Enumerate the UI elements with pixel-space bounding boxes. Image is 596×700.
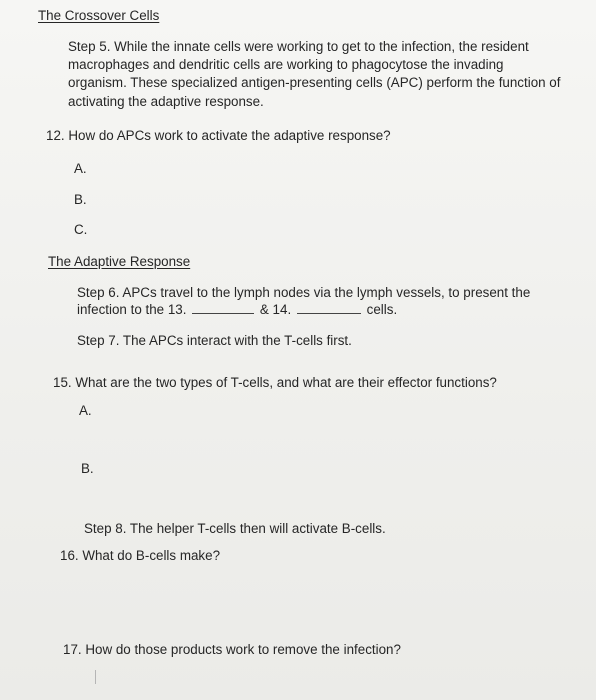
blank-14[interactable]: [297, 301, 361, 314]
step5-line2: macrophages and dendritic cells are working to phagocytose the invading: [68, 57, 504, 72]
question-16: 16. What do B-cells make?: [60, 548, 221, 563]
crossover-cells-heading: The Crossover Cells: [38, 8, 160, 23]
step6-text-b: & 14.: [259, 302, 292, 317]
text-cursor: [95, 670, 96, 684]
step6-line1: Step 6. APCs travel to the lymph nodes via the lymph vessels, to present the: [77, 285, 531, 300]
q15-option-b: B.: [81, 461, 94, 476]
question-17: 17. How do those products work to remove the infection?: [63, 642, 401, 657]
question-12: 12. How do APCs work to activate the adaptive response?: [46, 128, 391, 143]
step7-text: Step 7. The APCs interact with the T-cells first.: [77, 333, 352, 348]
step8-text: Step 8. The helper T-cells then will activate B-cells.: [84, 521, 386, 536]
step6-line2: [77, 301, 397, 318]
step6-text-a: infection to the 13.: [77, 302, 187, 317]
q15-option-a: A.: [79, 403, 92, 418]
blank-13[interactable]: [192, 301, 254, 314]
question-15: 15. What are the two types of T-cells, and what are their effector functions?: [53, 375, 497, 390]
step5-line1: Step 5. While the innate cells were working to get to the infection, the resident: [68, 39, 529, 54]
step5-line3: organism. These specialized antigen-presenting cells (APC) perform the function of: [68, 75, 561, 90]
q12-option-b: B.: [74, 192, 87, 207]
adaptive-response-heading: The Adaptive Response: [48, 254, 191, 269]
q12-option-c: C.: [74, 222, 88, 237]
q12-option-a: A.: [74, 161, 87, 176]
step6-text-c: cells.: [366, 302, 398, 317]
step5-line4: activating the adaptive response.: [68, 94, 264, 109]
